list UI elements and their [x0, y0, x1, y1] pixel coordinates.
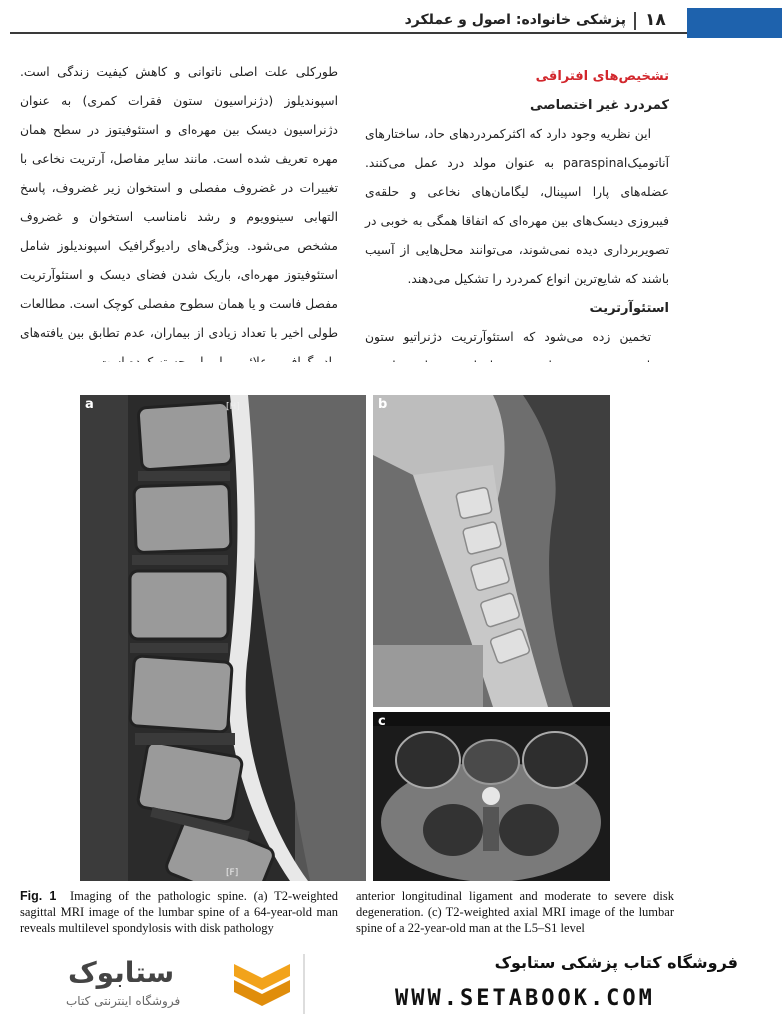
mri-sagittal-drawing [80, 395, 366, 881]
header-rule [10, 32, 687, 34]
running-title: پزشکی خانواده: اصول و عملکرد [404, 12, 626, 28]
header-separator [634, 12, 636, 30]
subheading-osteoarthritis: استئوآرتریت [589, 301, 669, 316]
left-column [20, 58, 338, 377]
xray-cervical-image [373, 395, 610, 707]
header-accent-bar [687, 8, 782, 38]
mri-axial-drawing [373, 712, 610, 881]
store-website[interactable]: WWW.SETABOOK.COM [395, 986, 655, 1011]
section-heading: تشخیص‌های افتراقی [535, 69, 669, 84]
setabook-logo-icon [230, 958, 294, 1012]
mri-sagittal-image [80, 395, 366, 881]
page-number: ۱۸ [645, 10, 666, 30]
panel-a-label: a [85, 397, 94, 412]
store-banner [0, 944, 782, 1024]
right-column [365, 62, 669, 410]
logo-subtitle: فروشگاه اینترنتی کتاب [66, 994, 181, 1008]
caption-left [20, 888, 338, 936]
panel-b-label: b [378, 397, 388, 412]
banner-divider [303, 954, 305, 1014]
subheading-nonspecific-lbp: کمردرد غیر اختصاصی [529, 98, 669, 113]
paragraph-osteoarthritis: تخمین زده می‌شود که استئوآرتریت دژنراتیو ستون [365, 330, 651, 344]
figure-1 [20, 362, 762, 942]
xray-drawing [373, 395, 610, 707]
marker-head: [H] [226, 402, 240, 412]
caption-label: Fig. 1 [20, 889, 57, 903]
mri-axial-image [373, 712, 610, 881]
logo-wordmark: ستابوک [68, 956, 175, 989]
paragraph-nonspecific-lbp: این نظریه وجود دارد که اکثرکمردردهای حاد، ساختارهای آناتومیکparaspinal به عنوان مولد درد عمل می‌کنند. عضله‌های پارا اسپینال، لیگامان‌های نخاعی و حلقه‌ی فیبروزی دیسک‌های بین مهره‌ای که اتفاقا همگی به خوبی در تصویربرداری دیده نمی‌شوند، می‌توانند محل‌هایی از آسیب باشند که شایع‌ترین انواع کمردرد را تشکیل می‌دهند. [365, 127, 669, 286]
store-name: فروشگاه کتاب پزشکی ستابوک [494, 953, 738, 972]
marker-foot: [F] [226, 868, 239, 878]
caption-right: anterior longitudinal ligament and moderate to severe disk degeneration. (c) T2-weighted axial MRI image of the lumbar spine of a 22-year-old man at the L5–S1 level [356, 889, 674, 935]
panel-c-label: c [378, 714, 386, 729]
paragraph-spondylosis: طورکلی علت اصلی ناتوانی و کاهش کیفیت زندگی است. اسپوندیلوز (دژنراسیون ستون فقرات کمری) به عنوان دژنراسیون دیسک بین مهره‌ای و استئوفیتوز در سطح همان مهره تعریف شده است. مانند سایر مفاصل، آرتریت نخاعی با تغییرات در غضروف مفصلی و استخوان زیر غضروف، پاسخ التهابی سینوویوم و رشد نامناسب استخوان و غضروف مشخص می‌شود. ویژگی‌های رادیوگرافیک اسپوندیلوز شامل استئوفیتوز مهره‌ای، باریک شدن فضای دیسک و استئوآرتریت مفصل فاست و یا همان سطوح مفصلی کوچک است. مطالعات طولی اخیر با تعداد زیادی از بیماران، عدم تطابق بین یافته‌های [20, 65, 338, 340]
caption-left-text: Imaging of the pathologic spine. (a) T2-weighted sagittal MRI image of the lumbar spine of a 64-year-old man reveals multilevel spondylosis with disk pathology [20, 889, 338, 935]
